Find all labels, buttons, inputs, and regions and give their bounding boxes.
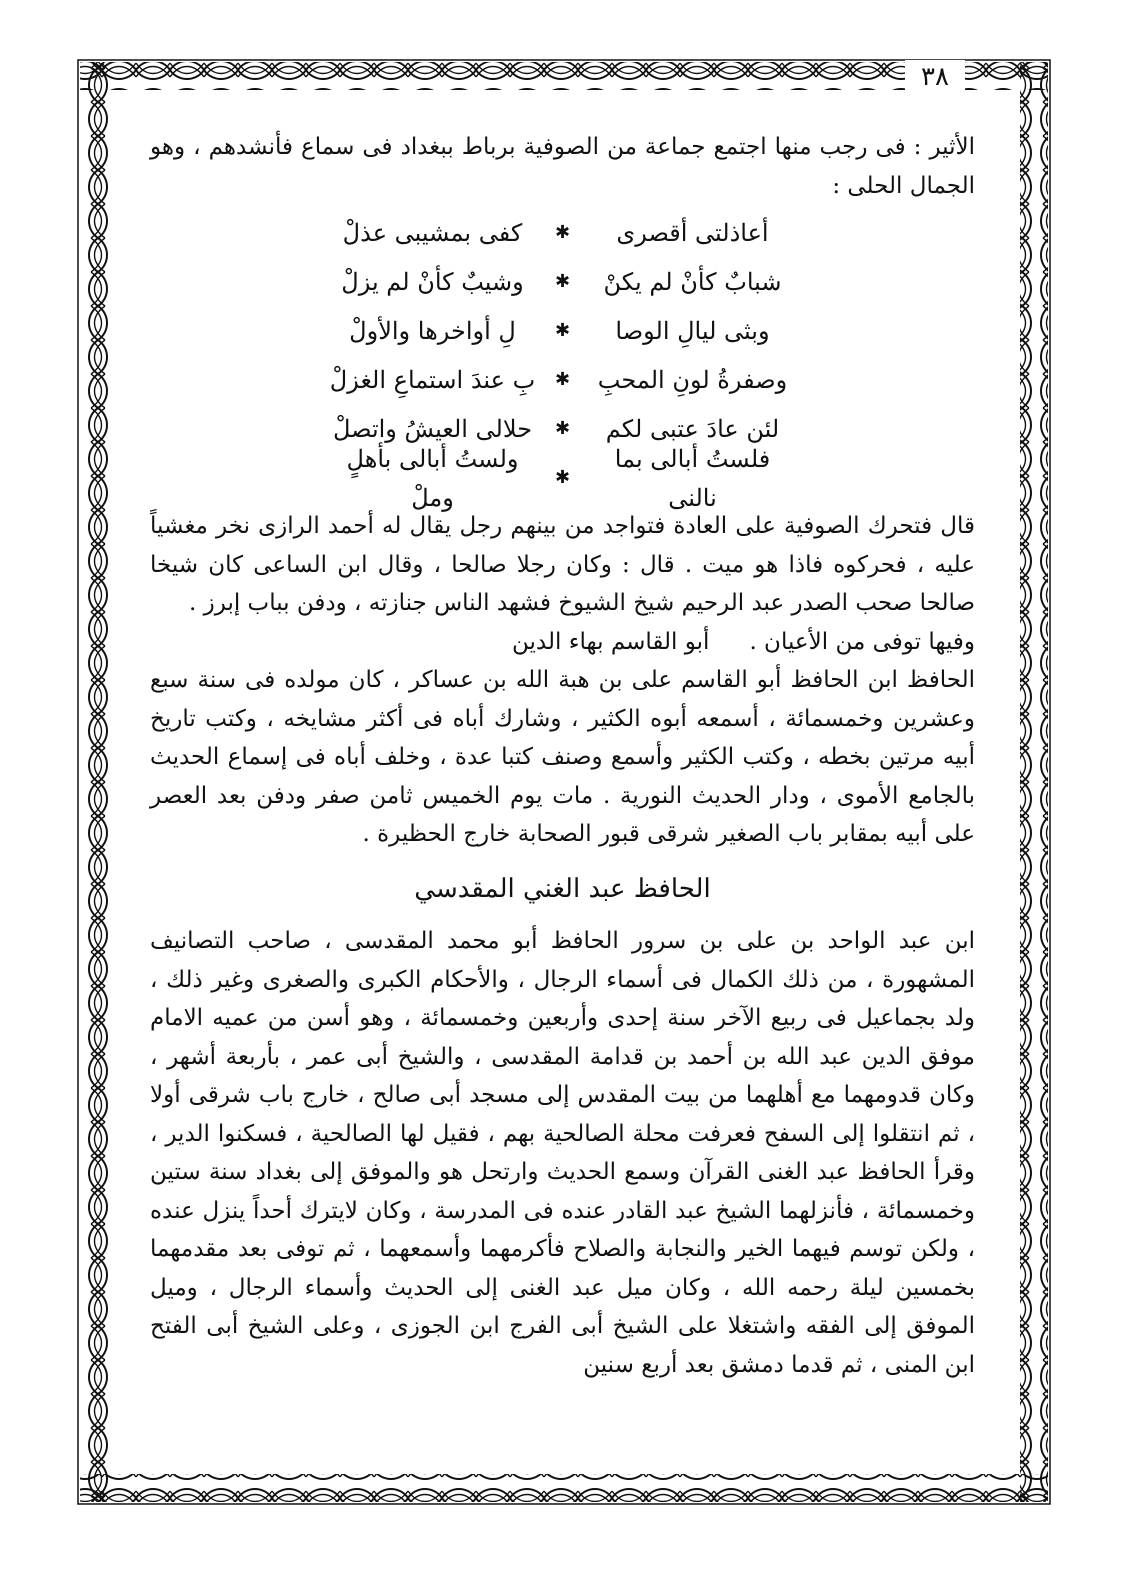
sufi-paragraph: قال فتحرك الصوفية على العادة فتواجد من بينهم رجل يقال له أحمد الرازى نخر مغشياً عليه ، فحركوه فاذا هو ميت . قال : وكان رجلا صالحا ، وقال ابن الساعى كان شيخا صالحا صحب الصدر عبد الرحيم شيخ الشيوخ فشهد الناس جنازته ، ودفن بباب إبرز . [150,513,975,616]
verse-first-hemistich: أعاذلتى أقصرى [616,219,769,248]
page-body [150,128,975,1384]
star-separator-icon: ✱ [554,271,571,293]
verse [328,445,798,512]
subheading-ibn-asakir: أبو القاسم بهاء الدين [512,628,710,655]
star-separator-icon: ✱ [554,369,571,391]
verse [328,209,798,258]
star-separator-icon: ✱ [554,418,571,440]
verse [328,307,798,356]
verse-first-hemistich: وصفرةُ لونِ المحبِ [597,366,788,395]
star-separator-icon: ✱ [554,222,571,244]
star-separator-icon: ✱ [554,320,571,342]
deaths-line [150,623,975,662]
maqdisi-paragraph: ابن عبد الواحد بن على بن سرور الحافظ أبو محمد المقدسى ، صاحب التصانيف المشهورة ، من ذلك الكمال فى أسماء الرجال ، والأحكام الكبرى والصغرى وغير ذلك ، ولد بجماعيل فى ربيع الآخر سنة إحدى وأربعين وخمسمائة ، وهو أسن من عميه الامام موفق الدين عبد الله بن أحمد بن قدامة المقدسى ، والشيخ أبى عمر ، بأربعة أشهر ، وكان قدومهما مع أهلهما من بيت المقدس إلى مسجد أبى صالح ، خارج باب شرقى أولا ، ثم انتقلوا إلى السفح فعرفت محلة الصالحية بهم ، فقيل لها الصالحية ، فسكنوا الدير ، وقرأ الحافظ عبد الغنى القرآن وسمع الحديث وارتحل هو والموفق إلى بغداد سنة ستين وخمسمائة ، فأنزلهما الشيخ عبد القادر عنده فى المدرسة ، وكان لايترك أحداً ينزل عنده ، ولكن توسم فيهما الخير والنجابة والصلاح فأكرمهما وأسمعهما ، ثم توفى بعد مقدمهما بخمسين ليلة رحمه الله ، وكان ميل عبد الغنى إلى الحديث وأسماء الرجال ، وميل الموفق إلى الفقه واشتغلا على الشيخ أبى الفرج ابن الجوزى ، وعلى الشيخ أبى الفتح ابن المنى ، ثم قدما دمشق بعد أربع سنين [150,928,975,1378]
verse [328,258,798,307]
ibn-asakir-paragraph: الحافظ ابن الحافظ أبو القاسم على بن هبة الله بن عساكر ، كان مولده فى سنة سبع وعشرين وخمسمائة ، أسمعه أبوه الكثير ، وشارك أباه فى أكثر مشايخه ، وكتب تاريخ أبيه مرتين بخطه ، وكتب الكثير وأسمع وصنف كتبا عدة ، وخلف أباه فى إسماع الحديث بالجامع الأموى ، ودار الحديث النورية . مات يوم الخميس ثامن صفر ودفن بعد العصر على أبيه بمقابر باب الصغير شرقى قبور الصحابة خارج الحظيرة . [150,667,975,847]
verse-first-hemistich: فلستُ أبالى بما نالنى [614,445,771,512]
star-separator-icon: ✱ [554,467,571,489]
verse-second-hemistich: بِ عندَ استماعِ الغزلْ [329,366,536,395]
poem [328,209,798,512]
verse-second-hemistich: حلالى العيشُ واتصلْ [332,415,533,444]
intro-paragraph: الأثير : فى رجب منها اجتمع جماعة من الصوفية برباط ببغداد فى سماع فأنشدهم ، وهو الجمال الحلى : [150,134,975,199]
section-heading: الحافظ عبد الغني المقدسي [414,873,711,904]
verse-first-hemistich: شبابٌ كأنْ لم يكنْ [603,268,782,297]
verse [328,356,798,405]
page-number: ٣٨ [905,60,965,94]
verse-second-hemistich: كفى بمشيبى عذلْ [342,219,523,248]
verse-second-hemistich: لِ أواخرها والأولْ [349,317,516,346]
verse-first-hemistich: لئن عادَ عتبى لكم [605,415,780,444]
verse-second-hemistich: ولستُ أبالى بأهلٍ وملْ [346,445,519,512]
deaths-intro: وفيها توفى من الأعيان . [749,628,975,655]
verse-first-hemistich: وبثى ليالِ الوصا [615,317,770,346]
verse-second-hemistich: وشيبٌ كأنْ لم يزلْ [341,268,524,297]
